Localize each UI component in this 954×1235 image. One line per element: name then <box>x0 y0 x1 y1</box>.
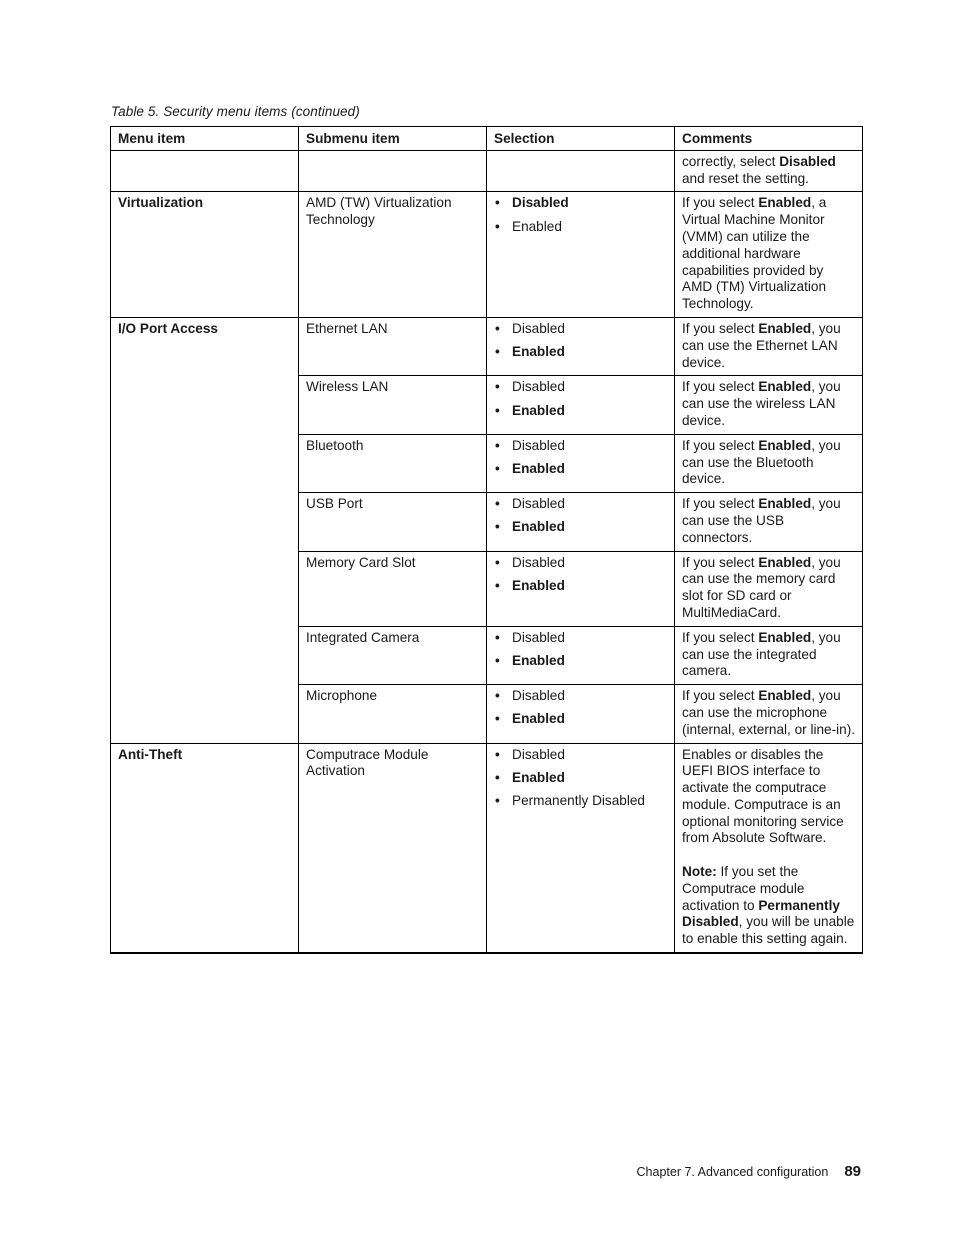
comment-segment: and reset the setting. <box>682 170 809 186</box>
selection-option-default: • Enabled <box>494 403 667 420</box>
comment-cell <box>675 376 863 434</box>
comment-emphasis: Permanently Disabled <box>682 897 840 930</box>
table-caption: Table 5. Security menu items (continued) <box>111 104 360 119</box>
selection-cell <box>487 317 675 375</box>
selection-option: • Disabled <box>494 379 667 396</box>
comment-emphasis: Enabled <box>758 688 812 704</box>
selection-option: • Enabled <box>494 219 667 236</box>
comment-text <box>682 555 856 622</box>
menu-item-cell: Virtualization <box>111 192 299 318</box>
comment-emphasis: Enabled <box>758 496 812 512</box>
table-row <box>111 150 863 192</box>
selection-option: • Disabled <box>494 747 667 764</box>
comment-cell <box>675 551 863 626</box>
table-body <box>111 150 863 953</box>
comment-emphasis: Enabled <box>758 437 812 453</box>
header-row <box>111 127 863 151</box>
comment-segment: , you can use the Bluetooth device. <box>682 437 841 487</box>
selection-option: • Disabled <box>494 555 667 572</box>
selection-cell <box>487 743 675 953</box>
comment-segment: , a Virtual Machine Monitor (VMM) can utilize the additional hardware capabilities provided by AMD (TM) Virtualization Technology. <box>682 195 827 312</box>
selection-cell <box>487 376 675 434</box>
comment-text <box>682 438 856 488</box>
selection-cell <box>487 434 675 492</box>
comment-segment: If you select <box>682 496 759 512</box>
comment-segment: If you select <box>682 629 759 645</box>
submenu-item-cell: USB Port <box>299 493 487 551</box>
comment-segment: If you select <box>682 554 759 570</box>
selection-option: • Disabled <box>494 438 667 455</box>
comment-cell <box>675 192 863 318</box>
selection-options <box>494 438 667 478</box>
comment-emphasis: Note: <box>682 864 717 880</box>
comment-segment: If you select <box>682 379 759 395</box>
submenu-item-cell: Computrace Module Activation <box>299 743 487 953</box>
selection-option-default: • Enabled <box>494 653 667 670</box>
header-selection: Selection <box>487 127 675 151</box>
menu-item-cell: Anti-Theft <box>111 743 299 953</box>
selection-options <box>494 379 667 419</box>
table-row <box>111 743 863 953</box>
selection-cell <box>487 150 675 192</box>
submenu-item-cell: Ethernet LAN <box>299 317 487 375</box>
comment-emphasis: Enabled <box>758 554 812 570</box>
selection-cell <box>487 551 675 626</box>
selection-option: • Disabled <box>494 688 667 705</box>
submenu-item-cell: AMD (TW) Virtualization Technology <box>299 192 487 318</box>
comment-emphasis: Enabled <box>758 379 812 395</box>
comment-text <box>682 747 856 848</box>
submenu-item-cell: Bluetooth <box>299 434 487 492</box>
comment-note <box>682 864 856 948</box>
table-header <box>111 127 863 151</box>
header-submenu-item: Submenu item <box>299 127 487 151</box>
comment-text <box>682 496 856 546</box>
table-row <box>111 317 863 375</box>
comment-segment: correctly, select <box>682 153 780 169</box>
comment-segment: , you can use the Ethernet LAN device. <box>682 320 841 370</box>
submenu-item-cell: Wireless LAN <box>299 376 487 434</box>
comment-cell <box>675 150 863 192</box>
selection-option: • Disabled <box>494 630 667 647</box>
selection-option-default: • Enabled <box>494 461 667 478</box>
selection-option: • Disabled <box>494 496 667 513</box>
header-menu-item: Menu item <box>111 127 299 151</box>
comment-text <box>682 154 856 188</box>
selection-option-default: • Enabled <box>494 770 667 787</box>
comment-cell <box>675 685 863 743</box>
selection-options <box>494 321 667 361</box>
submenu-item-cell: Microphone <box>299 685 487 743</box>
header-comments: Comments <box>675 127 863 151</box>
comment-cell <box>675 743 863 953</box>
page-number: 89 <box>844 1163 861 1180</box>
comment-segment: , you can use the microphone (internal, external, or line-in). <box>682 688 856 737</box>
comment-segment: If you select <box>682 195 759 211</box>
selection-cell <box>487 493 675 551</box>
comment-text <box>682 688 856 738</box>
comment-segment: , you will be unable to enable this setting again. <box>682 914 855 947</box>
submenu-item-cell <box>299 150 487 192</box>
comment-text <box>682 379 856 429</box>
selection-cell <box>487 192 675 318</box>
comment-emphasis: Disabled <box>779 153 836 169</box>
selection-options <box>494 195 667 235</box>
page-footer <box>637 1163 861 1180</box>
comment-segment: If you set the Computrace module activation to <box>682 864 805 913</box>
footer-chapter: Chapter 7. Advanced configuration <box>636 1165 829 1179</box>
selection-option-default: • Enabled <box>494 344 667 361</box>
table-row <box>111 192 863 318</box>
comment-segment: Enables or disables the UEFI BIOS interface to activate the computrace module. Computrace is an optional monitoring service from Absolute Software. <box>682 746 844 846</box>
selection-option-default: • Enabled <box>494 711 667 728</box>
comment-cell <box>675 626 863 684</box>
comment-segment: , you can use the wireless LAN device. <box>682 379 841 428</box>
comment-emphasis: Enabled <box>758 629 812 645</box>
selection-cell <box>487 685 675 743</box>
selection-option-default: • Enabled <box>494 519 667 536</box>
selection-option: • Permanently Disabled <box>494 793 667 810</box>
submenu-item-cell: Integrated Camera <box>299 626 487 684</box>
comment-cell <box>675 493 863 551</box>
selection-options <box>494 747 667 810</box>
comment-segment: , you can use the USB connectors. <box>682 496 841 545</box>
selection-option: • Disabled <box>494 321 667 338</box>
comment-segment: If you select <box>682 688 759 704</box>
selection-options <box>494 496 667 536</box>
selection-options <box>494 630 667 670</box>
comment-emphasis: Enabled <box>758 320 812 336</box>
selection-option-default: • Enabled <box>494 578 667 595</box>
comment-segment: If you select <box>682 437 759 453</box>
selection-options <box>494 555 667 595</box>
selection-option-default: • Disabled <box>494 195 667 212</box>
submenu-item-cell: Memory Card Slot <box>299 551 487 626</box>
menu-item-cell <box>111 150 299 192</box>
comment-cell <box>675 317 863 375</box>
selection-options <box>494 688 667 728</box>
comment-emphasis: Enabled <box>758 195 812 211</box>
menu-item-cell: I/O Port Access <box>111 317 299 743</box>
security-menu-table <box>110 126 863 954</box>
comment-segment: If you select <box>682 320 759 336</box>
comment-segment: , you can use the memory card slot for SD card or MultiMediaCard. <box>682 554 841 620</box>
comment-segment: , you can use the integrated camera. <box>682 629 841 679</box>
comment-cell <box>675 434 863 492</box>
selection-cell <box>487 626 675 684</box>
comment-text <box>682 630 856 680</box>
comment-text <box>682 195 856 313</box>
comment-text <box>682 321 856 371</box>
